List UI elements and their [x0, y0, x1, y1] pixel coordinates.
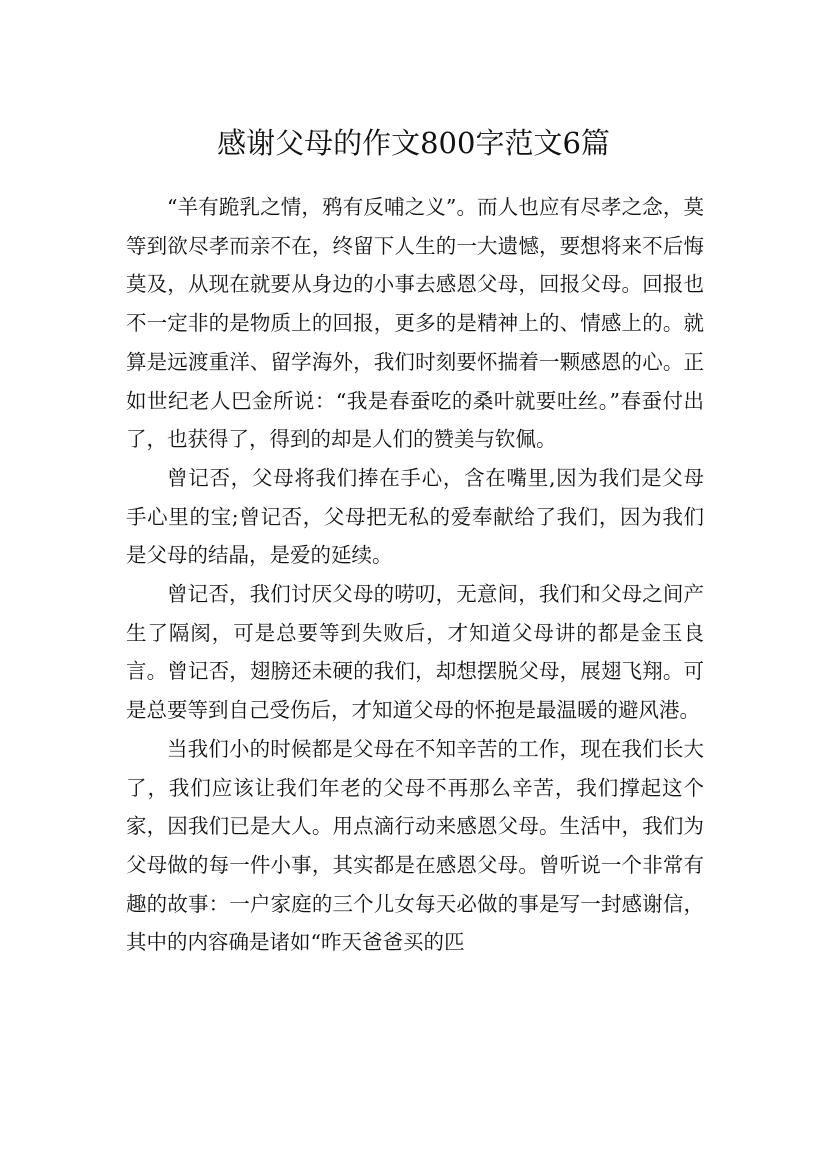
- paragraph-4: 当我们小的时候都是父母在不知辛苦的工作，现在我们长大了，我们应该让我们年老的父母不再那么辛苦，我们撑起这个家，因我们已是大人。用点滴行动来感恩父母。生活中，我们为父母做的每一件小事，其实都是在感恩父母。曾听说一个非常有趣的故事：一户家庭的三个儿女每天必做的事是写一封感谢信，其中的内容确是诸如“昨天爸爸买的匹: [126, 736, 704, 955]
- paragraph-2: 曾记否，父母将我们捧在手心，含在嘴里,因为我们是父母手心里的宝;曾记否，父母把无私的爱奉献给了我们，因为我们是父母的结晶，是爱的延续。: [126, 465, 704, 568]
- paragraph-3: 曾记否，我们讨厌父母的唠叨，无意间，我们和父母之间产生了隔阂，可是总要等到失败后，才知道父母讲的都是金玉良言。曾记否，翅膀还未硬的我们，却想摆脱父母，展翅飞翔。可是总要等到自己受伤后，才知道父母的怀抱是最温暖的避风港。: [126, 582, 704, 723]
- page-title: 感谢父母的作文800字范文6篇: [217, 126, 610, 161]
- paragraph-1: “羊有跪乳之情，鸦有反哺之义”。而人也应有尽孝之念，莫等到欲尽孝而亲不在，终留下人生的一大遗憾，要想将来不后悔莫及，从现在就要从身边的小事去感恩父母，回报父母。回报也不一定非的是物质上的回报，更多的是精神上的、情感上的。就算是远渡重洋、留学海外，我们时刻要怀揣着一颗感恩的心。正如世纪老人巴金所说：“我是春蚕吃的桑叶就要吐丝。”春蚕付出了，也获得了，得到的却是人们的赞美与钦佩。: [126, 195, 704, 452]
- article-body: [126, 188, 704, 962]
